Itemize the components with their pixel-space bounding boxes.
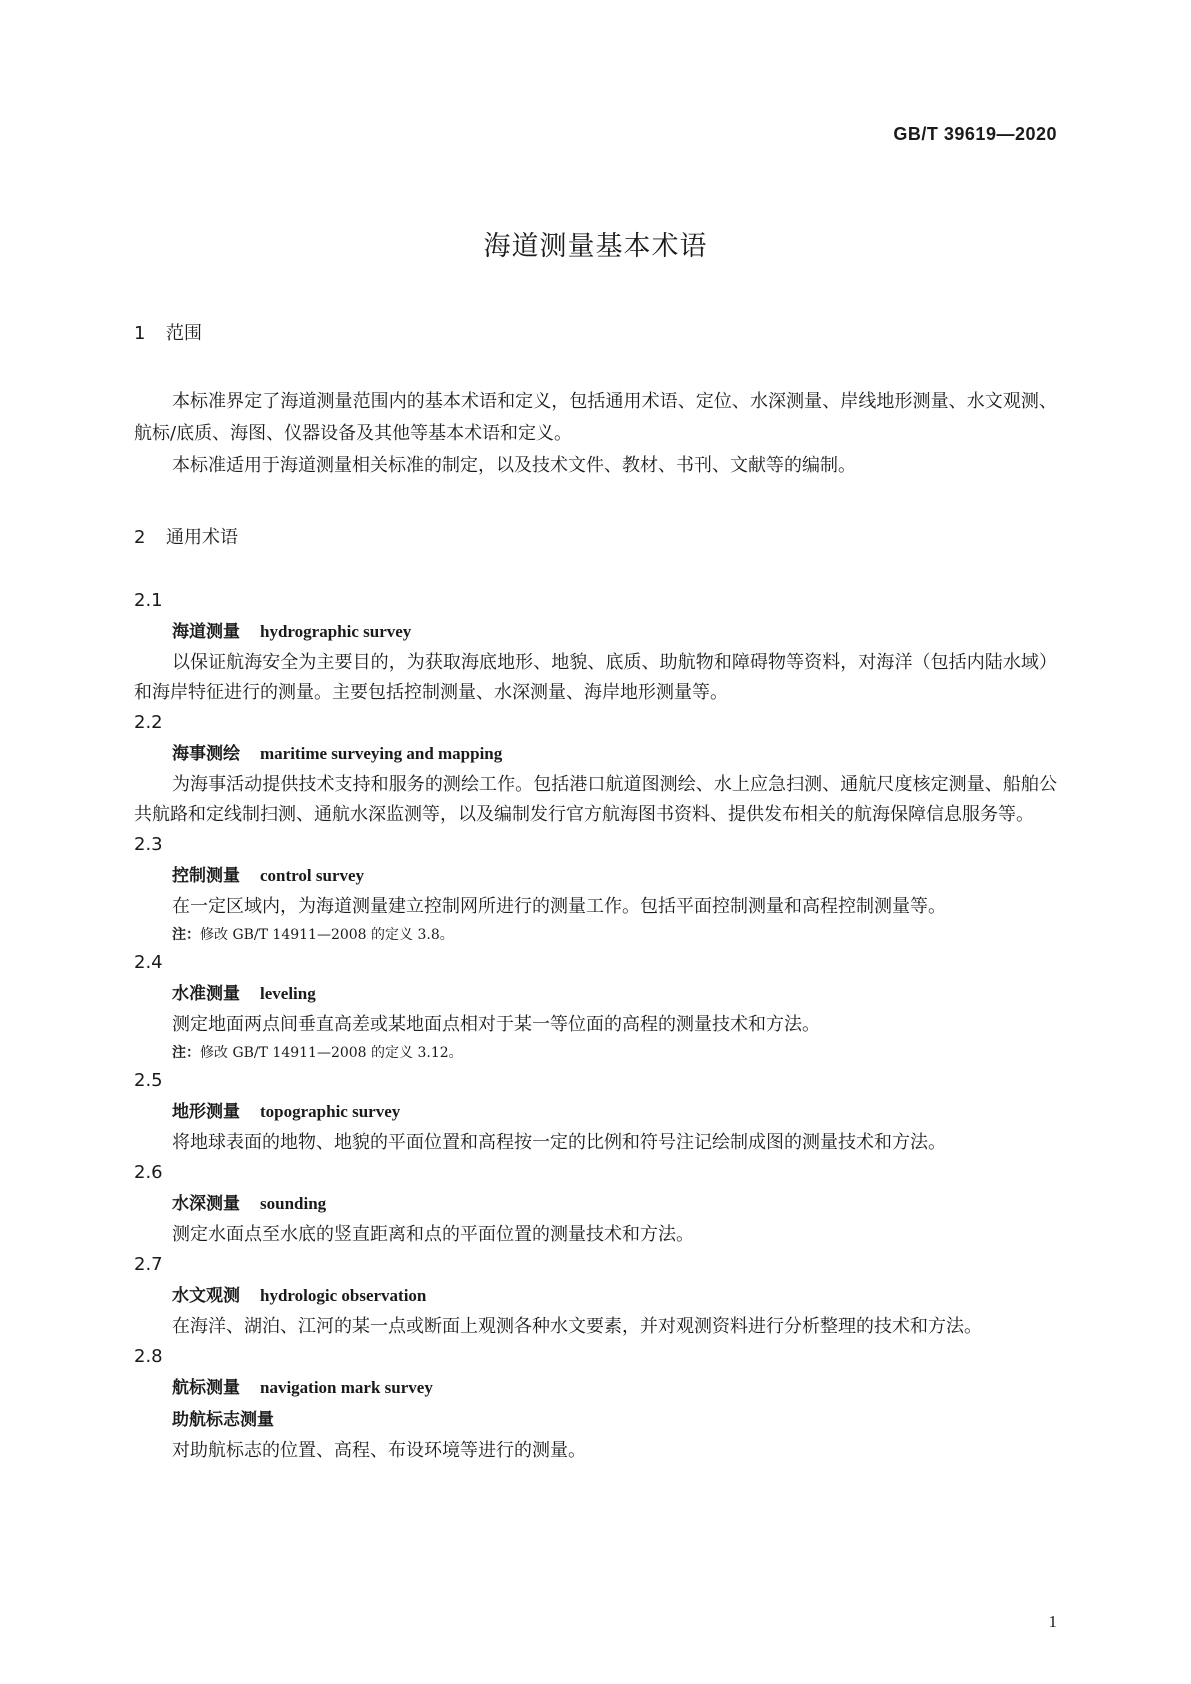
term-definition: 为海事活动提供技术支持和服务的测绘工作。包括港口航道图测绘、水上应急扫测、通航尺度核定测量、船舶公共航路和定线制扫测、通航水深监测等，以及编制发行官方航海图书资料、提供发布相关的航海保障信息服务等。: [134, 774, 1057, 825]
term-note: [134, 1040, 1057, 1066]
standard-code: GB/T 39619—2020: [893, 124, 1057, 144]
term-definition: 将地球表面的地物、地貌的平面位置和高程按一定的比例和符号注记绘制成图的测量技术和方法。: [172, 1132, 946, 1153]
term-entry: [134, 1066, 1057, 1158]
entry-number: 2.6: [134, 1162, 163, 1183]
term-english: hydrologic observation: [260, 1286, 427, 1305]
section-title: 通用术语: [166, 527, 238, 548]
term-english: control survey: [260, 866, 365, 885]
entry-number: 2.4: [134, 952, 163, 973]
term-chinese: 地形测量: [172, 1102, 240, 1122]
term-definition: 对助航标志的位置、高程、布设环境等进行的测量。: [172, 1440, 586, 1461]
term-definition: 测定水面点至水底的竖直距离和点的平面位置的测量技术和方法。: [172, 1224, 694, 1245]
term-entry: [134, 948, 1057, 1066]
term-heading: [134, 738, 1057, 770]
term-entry: [134, 708, 1057, 830]
note-label: 注：: [172, 1045, 200, 1061]
term-heading: [134, 1280, 1057, 1312]
term-english: hydrographic survey: [260, 622, 412, 641]
page-number: 1: [1048, 1612, 1057, 1631]
term-heading: [134, 860, 1057, 892]
term-chinese: 控制测量: [172, 866, 240, 886]
term-heading: [134, 978, 1057, 1010]
note-text: 修改 GB/T 14911—2008 的定义 3.12。: [200, 1045, 463, 1061]
term-entry: [134, 586, 1057, 708]
section-heading-general-terms: [134, 522, 1057, 554]
term-heading: [134, 1188, 1057, 1220]
term-heading: [134, 616, 1057, 648]
term-chinese: 水准测量: [172, 984, 240, 1004]
term-english: maritime surveying and mapping: [260, 744, 503, 763]
entry-number: 2.7: [134, 1254, 163, 1275]
term-chinese: 海道测量: [172, 622, 240, 642]
entry-number: 2.5: [134, 1070, 163, 1091]
term-synonym-chinese: 助航标志测量: [172, 1410, 274, 1430]
term-definition: 以保证航海安全为主要目的，为获取海底地形、地貌、底质、助航物和障碍物等资料，对海洋（包括内陆水域）和海岸特征进行的测量。主要包括控制测量、水深测量、海岸地形测量等。: [134, 652, 1057, 703]
term-heading: [134, 1372, 1057, 1404]
note-text: 修改 GB/T 14911—2008 的定义 3.8。: [200, 927, 454, 943]
term-english: sounding: [260, 1194, 327, 1213]
term-english: leveling: [260, 984, 316, 1003]
term-definition: 在一定区域内，为海道测量建立控制网所进行的测量工作。包括平面控制测量和高程控制测量等。: [172, 896, 946, 917]
note-label: 注：: [172, 927, 200, 943]
entry-number: 2.8: [134, 1346, 163, 1367]
term-entry: [134, 830, 1057, 948]
term-entry: [134, 1158, 1057, 1250]
entry-number: 2.2: [134, 712, 163, 733]
term-chinese: 航标测量: [172, 1378, 240, 1398]
term-definition: 在海洋、湖泊、江河的某一点或断面上观测各种水文要素，并对观测资料进行分析整理的技术和方法。: [172, 1316, 982, 1337]
term-note: [134, 922, 1057, 948]
scope-paragraph: 本标准适用于海道测量相关标准的制定，以及技术文件、教材、书刊、文献等的编制。: [172, 455, 856, 476]
section-number: 1: [134, 323, 146, 344]
document-body: [134, 318, 1057, 1466]
scope-paragraph: 本标准界定了海道测量范围内的基本术语和定义，包括通用术语、定位、水深测量、岸线地形测量、水文观测、航标/底质、海图、仪器设备及其他等基本术语和定义。: [134, 391, 1057, 444]
entry-number: 2.1: [134, 590, 163, 611]
term-chinese: 水深测量: [172, 1194, 240, 1214]
term-synonym: [134, 1404, 1057, 1436]
section-number: 2: [134, 527, 146, 548]
section-heading-scope: [134, 318, 1057, 350]
document-title: 海道测量基本术语: [483, 231, 708, 262]
term-chinese: 水文观测: [172, 1286, 240, 1306]
term-chinese: 海事测绘: [172, 744, 240, 764]
section-title: 范围: [166, 323, 202, 344]
term-english: navigation mark survey: [260, 1378, 433, 1397]
term-entry: [134, 1342, 1057, 1466]
term-heading: [134, 1096, 1057, 1128]
term-english: topographic survey: [260, 1102, 401, 1121]
term-definition: 测定地面两点间垂直高差或某地面点相对于某一等位面的高程的测量技术和方法。: [172, 1014, 820, 1035]
term-entry: [134, 1250, 1057, 1342]
entry-number: 2.3: [134, 834, 163, 855]
